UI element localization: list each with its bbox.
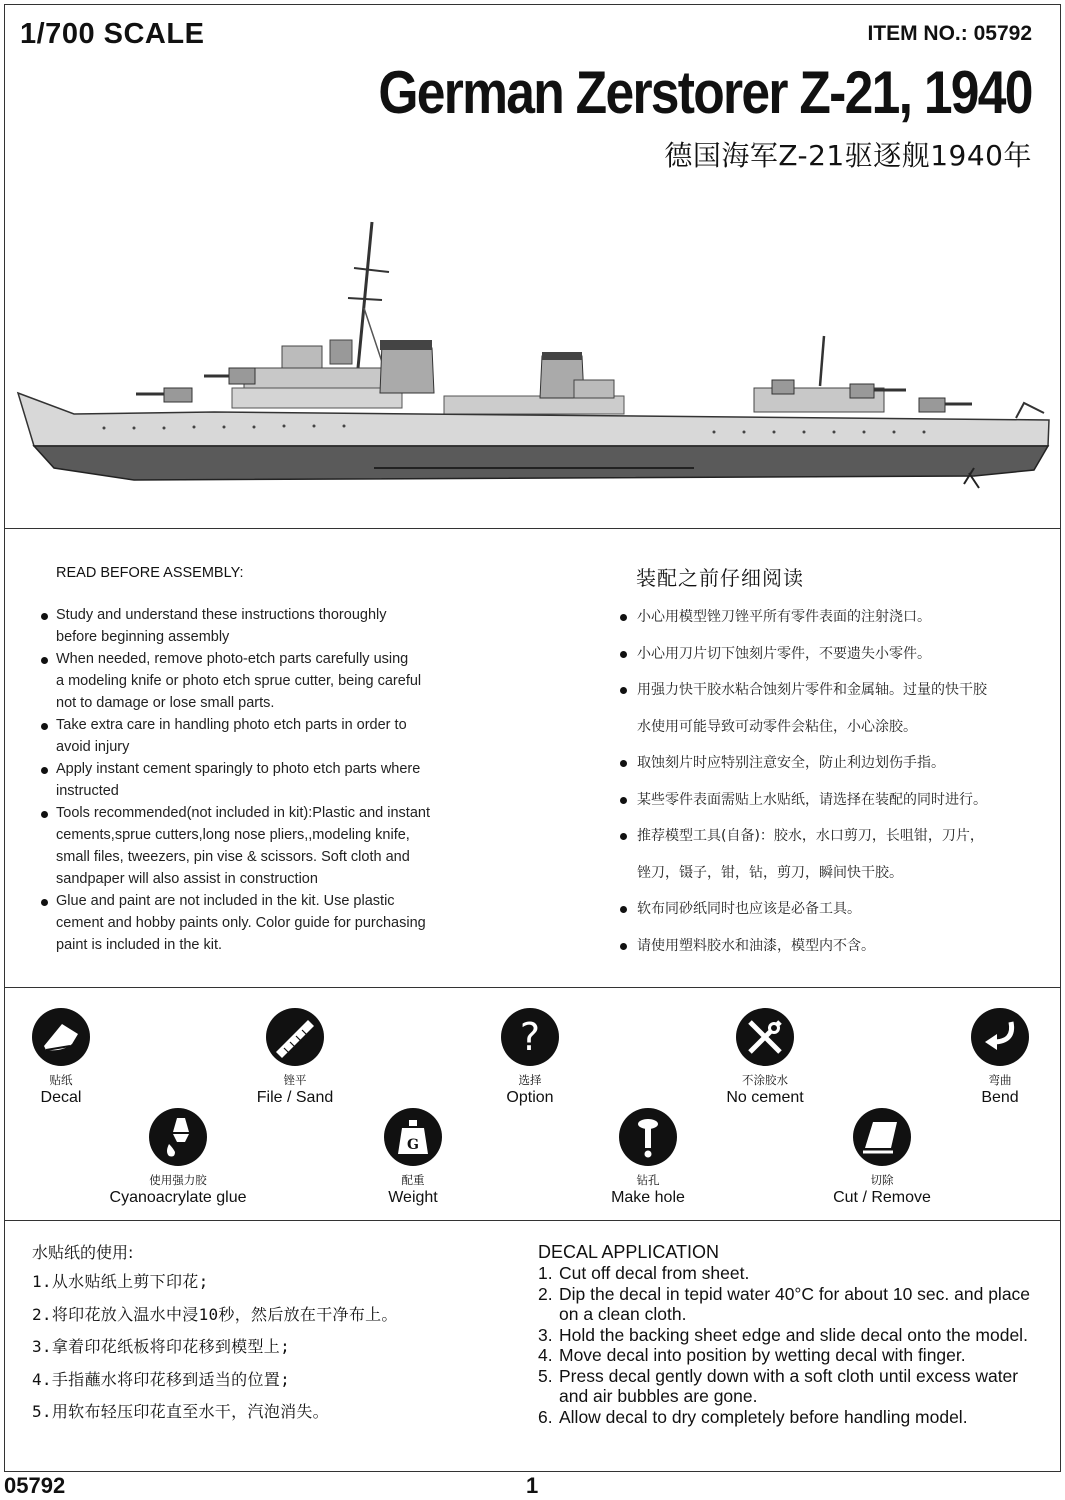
list-item: paint is included in the kit. bbox=[56, 937, 223, 953]
bend-arrow-icon bbox=[971, 1008, 1029, 1066]
list-item: 用强力快干胶水粘合蚀刻片零件和金属轴。过量的快干胶 bbox=[620, 672, 1040, 709]
list-item: 某些零件表面需贴上水贴纸，请选择在装配的同时进行。 bbox=[620, 782, 1040, 819]
read-before-assembly-heading-cn: 装配之前仔细阅读 bbox=[636, 566, 804, 590]
glue-drop-icon bbox=[149, 1108, 207, 1166]
list-item: Tools recommended(not included in kit):Plastic and instant bbox=[40, 802, 470, 824]
title-english: German Zerstorer Z-21, 1940 bbox=[378, 59, 1032, 126]
list-item: 小心用模型锉刀锉平所有零件表面的注射浇口。 bbox=[620, 599, 1040, 636]
list-item: avoid injury bbox=[56, 739, 130, 755]
list-item: instructed bbox=[56, 783, 119, 799]
list-item: 5.用软布轻压印花直至水干，汽泡消失。 bbox=[32, 1402, 329, 1421]
list-item: 软布同砂纸同时也应该是必备工具。 bbox=[620, 891, 1040, 928]
symbol-label-en: Cut / Remove bbox=[833, 1189, 931, 1206]
list-item: 取蚀刻片时应特别注意安全，防止利边划伤手指。 bbox=[620, 745, 1040, 782]
list-item bbox=[538, 1263, 1038, 1284]
divider bbox=[4, 1220, 1061, 1221]
symbol-label-cn: 钻孔 bbox=[636, 1173, 660, 1187]
symbol-file-sand bbox=[220, 1008, 370, 1107]
list-item bbox=[538, 1407, 1038, 1428]
item-number: ITEM NO.: 05792 bbox=[867, 22, 1032, 45]
list-item: 3.拿着印花纸板将印花移到模型上; bbox=[32, 1337, 290, 1356]
symbol-decal bbox=[0, 1008, 136, 1107]
decal-icon bbox=[32, 1008, 90, 1066]
step-number: 1. bbox=[538, 1263, 553, 1283]
list-item: before beginning assembly bbox=[56, 629, 230, 645]
list-item: cement and hobby paints only. Color guide for purchasing bbox=[56, 915, 426, 931]
symbol-label-en: No cement bbox=[726, 1089, 804, 1106]
list-item: 锉刀，镊子，钳，钻，剪刀，瞬间快干胶。 bbox=[637, 864, 903, 881]
symbol-label-cn: 贴纸 bbox=[49, 1073, 73, 1087]
list-item: 水使用可能导致可动零件会粘住，小心涂胶。 bbox=[637, 718, 917, 735]
list-item: 1.从水贴纸上剪下印花; bbox=[32, 1272, 209, 1291]
symbol-label-cn: 切除 bbox=[870, 1173, 894, 1187]
decal-application-title-cn: 水贴纸的使用: bbox=[32, 1243, 134, 1262]
step-number: 5. bbox=[538, 1365, 553, 1386]
symbol-label-cn: 弯曲 bbox=[988, 1073, 1012, 1087]
scale-label: 1/700 SCALE bbox=[20, 18, 205, 50]
symbol-label-cn: 选择 bbox=[518, 1073, 542, 1087]
symbol-label-cn: 锉平 bbox=[283, 1073, 307, 1087]
read-before-assembly-heading: READ BEFORE ASSEMBLY: bbox=[56, 565, 244, 581]
decal-application-title: DECAL APPLICATION bbox=[538, 1242, 720, 1262]
list-item: When needed, remove photo-etch parts carefully using bbox=[40, 648, 470, 670]
step-number: 4. bbox=[538, 1345, 553, 1365]
step-text: Allow decal to dry completely before handling model. bbox=[559, 1406, 968, 1427]
question-icon bbox=[501, 1008, 559, 1066]
list-item: not to damage or lose small parts. bbox=[56, 695, 275, 711]
symbol-make-hole bbox=[573, 1108, 723, 1207]
list-item: Take extra care in handling photo etch parts in order to bbox=[40, 714, 470, 736]
list-item: 请使用塑料胶水和油漆，模型内不含。 bbox=[620, 928, 1040, 965]
symbol-label-en: Make hole bbox=[611, 1189, 685, 1206]
symbol-cut-remove bbox=[807, 1108, 957, 1207]
symbol-label-en: Decal bbox=[40, 1089, 82, 1106]
step-text: Move decal into position by wetting decal with finger. bbox=[559, 1345, 966, 1365]
svg-text:?: ? bbox=[519, 1015, 541, 1059]
symbol-no-cement bbox=[690, 1008, 840, 1107]
list-item: sandpaper will also assist in construction bbox=[56, 871, 318, 887]
step-number: 2. bbox=[538, 1283, 553, 1304]
step-text: Dip the decal in tepid water 40°C for about 10 sec. and place on a clean cloth. bbox=[559, 1283, 1031, 1324]
divider bbox=[4, 987, 1061, 988]
decal-steps-en bbox=[538, 1263, 1038, 1427]
svg-text:G: G bbox=[407, 1137, 419, 1153]
step-number: 6. bbox=[538, 1406, 553, 1427]
list-item: a modeling knife or photo etch sprue cutter, being careful bbox=[56, 673, 422, 689]
no-cement-icon bbox=[736, 1008, 794, 1066]
symbol-option bbox=[455, 1008, 605, 1107]
chinese-instruction-list bbox=[620, 599, 1040, 964]
weight-icon bbox=[384, 1108, 442, 1166]
symbol-bend bbox=[925, 1008, 1065, 1107]
symbol-label-en: Weight bbox=[388, 1189, 438, 1206]
ship-illustration bbox=[14, 218, 1054, 493]
symbol-label-en: File / Sand bbox=[256, 1089, 334, 1106]
list-item: 2.将印花放入温水中浸10秒，然后放在干净布上。 bbox=[32, 1304, 398, 1324]
file-icon bbox=[266, 1008, 324, 1066]
symbol-label-en: Cyanoacrylate glue bbox=[109, 1189, 247, 1206]
symbol-weight bbox=[338, 1108, 488, 1207]
list-item: Study and understand these instructions thoroughly bbox=[40, 604, 470, 626]
drill-icon bbox=[619, 1108, 677, 1166]
step-text: Hold the backing sheet edge and slide decal onto the model. bbox=[559, 1324, 1028, 1345]
list-item: Glue and paint are not included in the kit. Use plastic bbox=[40, 890, 470, 912]
step-text: Press decal gently down with a soft cloth until excess water and air bubbles are gone. bbox=[559, 1365, 1019, 1406]
list-item bbox=[538, 1284, 1038, 1325]
list-item bbox=[538, 1325, 1038, 1346]
list-item: 4.手指蘸水将印花移到适当的位置; bbox=[32, 1369, 290, 1389]
cut-icon bbox=[853, 1108, 911, 1166]
step-text: Cut off decal from sheet. bbox=[559, 1263, 750, 1283]
symbol-label-en: Option bbox=[506, 1089, 554, 1106]
step-number: 3. bbox=[538, 1324, 553, 1345]
list-item: 小心用刀片切下蚀刻片零件，不要遗失小零件。 bbox=[620, 636, 1040, 673]
symbol-label-cn: 不涂胶水 bbox=[742, 1073, 788, 1087]
list-item: cements,sprue cutters,long nose pliers,,modeling knife, bbox=[56, 827, 410, 843]
footer-item-code: 05792 bbox=[4, 1473, 66, 1498]
symbol-label-cn: 使用强力胶 bbox=[149, 1173, 207, 1187]
symbol-label-cn: 配重 bbox=[401, 1173, 425, 1187]
list-item: small files, tweezers, pin vise & scissors. Soft cloth and bbox=[56, 849, 410, 865]
decal-steps-cn bbox=[32, 1266, 398, 1429]
list-item: Apply instant cement sparingly to photo etch parts where bbox=[40, 758, 470, 780]
english-instruction-list bbox=[40, 604, 470, 956]
list-item: 推荐模型工具(自备)：胶水，水口剪刀，长咀钳，刀片， bbox=[620, 818, 1040, 855]
page-number: 1 bbox=[526, 1473, 539, 1498]
list-item bbox=[538, 1366, 1038, 1407]
list-item bbox=[538, 1345, 1038, 1366]
divider bbox=[4, 528, 1061, 529]
symbol-cyanoacrylate-glue bbox=[103, 1108, 253, 1207]
title-chinese: 德国海军Z-21驱逐舰1940年 bbox=[664, 139, 1032, 172]
symbol-label-en: Bend bbox=[981, 1089, 1019, 1106]
